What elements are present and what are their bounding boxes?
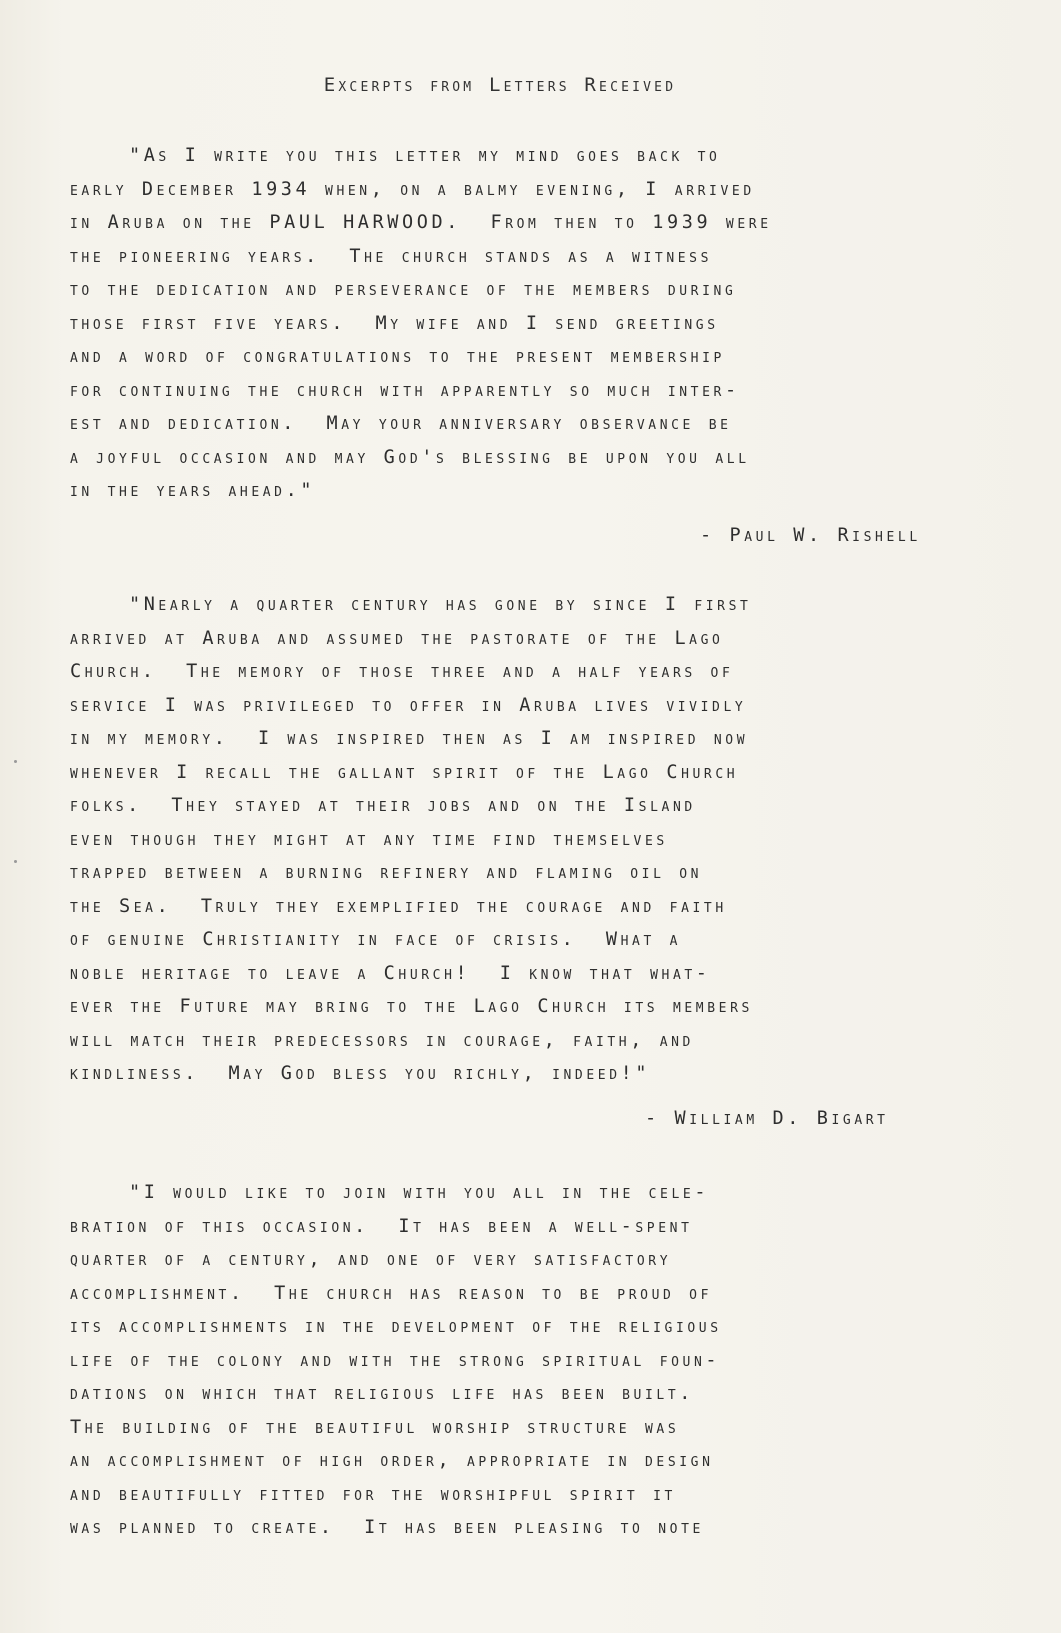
text-line: even though they might at any time find themselves: [70, 828, 668, 850]
text-line: quarter of a century, and one of very satisfactory: [70, 1249, 672, 1270]
letter-rishell: [70, 139, 970, 508]
letter-third: [70, 1176, 970, 1545]
text-line: and beautifully fitted for the worshipful spirit it: [70, 1483, 676, 1505]
text-line: trapped between a burning refinery and flaming oil on: [70, 862, 703, 883]
text-line: will match their predecessors in courage, faith, and: [70, 1029, 694, 1051]
text-line: dations on which that religious life has been built.: [70, 1383, 694, 1404]
page-title: Excerpts from Letters Received: [323, 74, 677, 96]
letter-bigart: [70, 588, 970, 1091]
text-line: arrived at Aruba and assumed the pastorate of the Lago: [70, 627, 724, 649]
text-line: in Aruba on the PAUL HARWOOD. From then to 1939 were: [70, 212, 772, 233]
text-line: "I would like to join with you all in the cele-: [70, 1182, 710, 1203]
text-line: a joyful occasion and may God's blessing be upon you all: [70, 446, 750, 468]
text-line: The building of the beautiful worship structure was: [70, 1416, 680, 1438]
signature-rishell: - Paul W. Rishell: [700, 525, 921, 546]
text-line: was planned to create. It has been pleasing to note: [70, 1517, 704, 1538]
text-line: whenever I recall the gallant spirit of the Lago Church: [70, 761, 739, 783]
text-line: Church. The memory of those three and a half years of: [70, 661, 734, 682]
text-line: bration of this occasion. It has been a well-spent: [70, 1215, 693, 1237]
text-line: in my memory. I was inspired then as I am inspired now: [70, 728, 749, 749]
text-line: folks. They stayed at their jobs and on the Island: [70, 795, 696, 816]
text-line: "As I write you this letter my mind goes back to: [70, 145, 721, 166]
text-line: est and dedication. May your anniversary observance be: [70, 413, 732, 434]
paper-speck: [14, 760, 17, 763]
text-line: accomplishment. The church has reason to be proud of: [70, 1282, 713, 1304]
text-line: its accomplishments in the development of the religious: [70, 1316, 722, 1337]
text-line: early December 1934 when, on a balmy evening, I arrived: [70, 178, 755, 200]
text-line: the Sea. Truly they exemplified the courage and faith: [70, 895, 727, 917]
text-line: in the years ahead.": [70, 480, 316, 501]
text-line: an accomplishment of high order, appropriate in design: [70, 1450, 714, 1471]
signature-bigart: - William D. Bigart: [645, 1108, 889, 1129]
text-line: and a word of congratulations to the present membership: [70, 346, 725, 367]
paper-speck: [14, 860, 17, 863]
text-line: kindliness. May God bless you richly, indeed!": [70, 1063, 651, 1084]
text-line: service I was privileged to offer in Aruba lives vividly: [70, 694, 747, 716]
text-line: those first five years. My wife and I send greetings: [70, 312, 719, 334]
text-line: to the dedication and perseverance of the members during: [70, 279, 737, 300]
text-line: the pioneering years. The church stands as a witness: [70, 245, 713, 267]
text-line: "Nearly a quarter century has gone by since I first: [70, 594, 752, 615]
text-line: for continuing the church with apparently so much inter-: [70, 379, 740, 401]
text-line: of genuine Christianity in face of crisis. What a: [70, 929, 682, 950]
text-line: noble heritage to leave a Church! I know that what-: [70, 962, 711, 984]
text-line: life of the colony and with the strong spiritual foun-: [70, 1349, 721, 1371]
text-line: ever the Future may bring to the Lago Church its members: [70, 996, 753, 1017]
